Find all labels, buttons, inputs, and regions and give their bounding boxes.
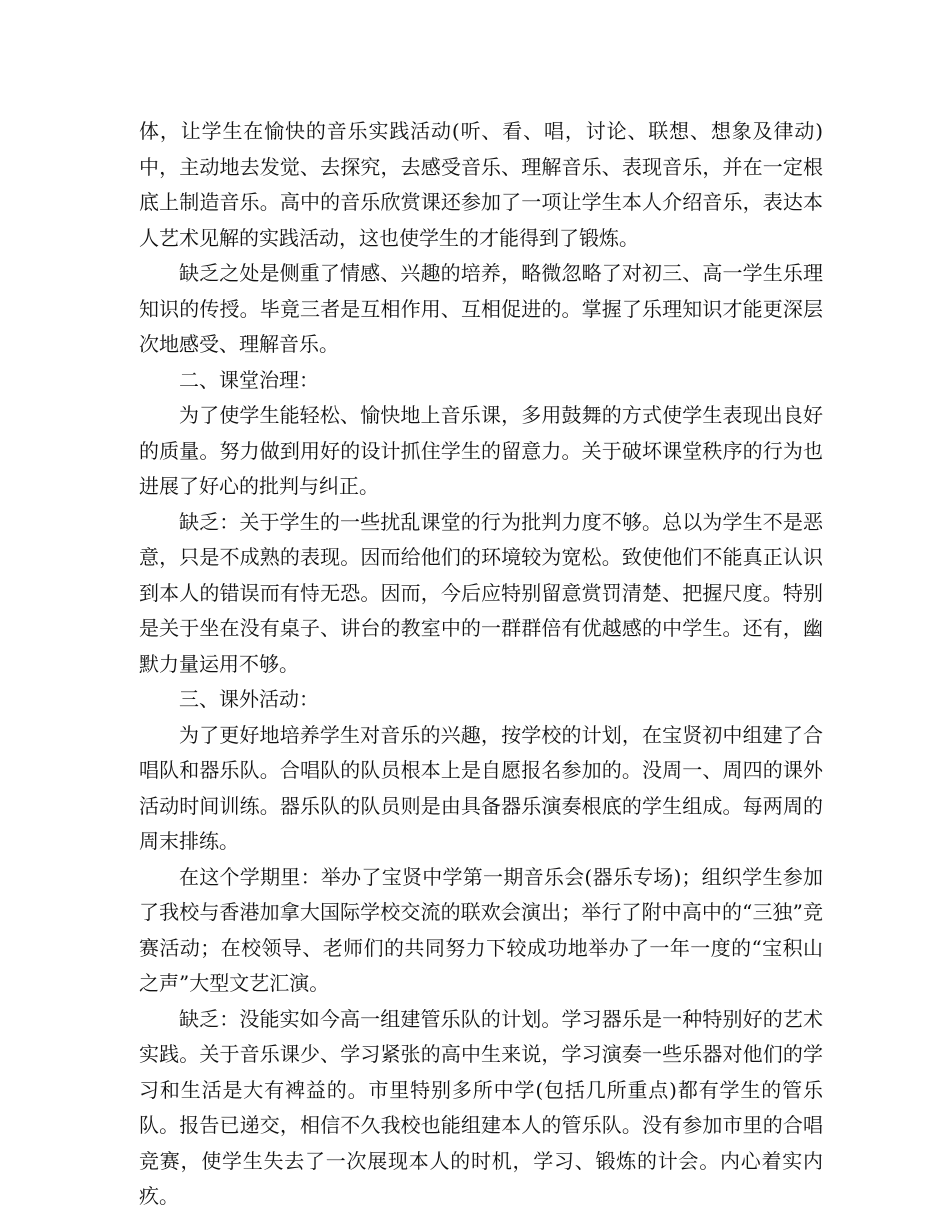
paragraph-continuation: 体，让学生在愉快的音乐实践活动(听、看、唱，讨论、联想、想象及律动)中，主动地去发觉、去探究，去感受音乐、理解音乐、表现音乐，并在一定根底上制造音乐。高中的音乐欣赏课还参加了一项让学生本人介绍音乐，表达本人艺术见解的实践活动，这也使学生的才能得到了锻炼。 bbox=[139, 119, 823, 250]
paragraph-shortcoming-theory: 缺乏之处是侧重了情感、兴趣的培养，略微忽略了对初三、高一学生乐理知识的传授。毕竟三者是互相作用、互相促进的。掌握了乐理知识才能更深层次地感受、理解音乐。 bbox=[139, 261, 823, 356]
paragraph-shortcoming-band: 缺乏：没能实如今高一组建管乐队的计划。学习器乐是一种特别好的艺术实践。关于音乐课少、学习紧张的高中生来说，学习演奏一些乐器对他们的学习和生活是大有裨益的。市里特别多所中学(包括几所重点)都有学生的管乐队。报告已递交，相信不久我校也能组建本人的管乐队。没有参加市里的合唱竞赛，使学生失去了一次展现本人的时机，学习、锻炼的计会。内心着实内疚。 bbox=[139, 1006, 823, 1208]
paragraph-extracurricular: 为了更好地培养学生对音乐的兴趣，按学校的计划，在宝贤初中组建了合唱队和器乐队。合唱队的队员根本上是自愿报名参加的。没周一、周四的课外活动时间训练。器乐队的队员则是由具备器乐演奏根底的学生组成。每两周的周末排练。 bbox=[139, 722, 823, 853]
document-body bbox=[139, 114, 823, 1215]
paragraph-semester-events: 在这个学期里：举办了宝贤中学第一期音乐会(器乐专场)；组织学生参加了我校与香港加拿大国际学校交流的联欢会演出；举行了附中高中的“三独”竞赛活动；在校领导、老师们的共同努力下较成功地举办了一年一度的“宝积山之声”大型文艺汇演。 bbox=[139, 864, 823, 995]
paragraph-shortcoming-discipline: 缺乏：关于学生的一些扰乱课堂的行为批判力度不够。总以为学生不是恶意，只是不成熟的表现。因而给他们的环境较为宽松。致使他们不能真正认识到本人的错误而有恃无恐。因而，今后应特别留意赏罚清楚、把握尺度。特别是关于坐在没有桌子、讲台的教室中的一群群倍有优越感的中学生。还有，幽默力量运用不够。 bbox=[139, 509, 823, 676]
section-heading-classroom-management: 二、课堂治理： bbox=[179, 367, 319, 392]
section-heading-extracurricular: 三、课外活动： bbox=[179, 687, 319, 711]
paragraph-classroom-management: 为了使学生能轻松、愉快地上音乐课，多用鼓舞的方式使学生表现出良好的质量。努力做到用好的设计抓住学生的留意力。关于破坏课堂秩序的行为也进展了好心的批判与纠正。 bbox=[139, 403, 823, 498]
